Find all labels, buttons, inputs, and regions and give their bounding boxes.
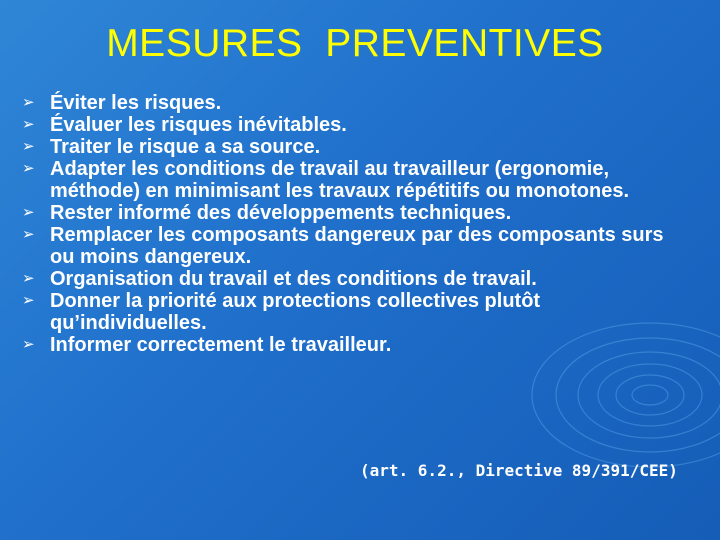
arrow-bullet-icon: ➢	[22, 94, 35, 111]
list-item	[22, 158, 690, 202]
list-item-text: Informer correctement le travailleur.	[50, 334, 392, 356]
arrow-bullet-icon: ➢	[22, 116, 35, 133]
list-item-text: Donner la priorité aux protections collectives plutôt qu’individuelles.	[50, 290, 541, 334]
arrow-bullet-icon: ➢	[22, 204, 35, 221]
list-item	[22, 268, 690, 290]
list-item	[22, 92, 690, 114]
legal-reference: (art. 6.2., Directive 89/391/CEE)	[360, 461, 678, 480]
list-item	[22, 334, 690, 356]
list-item	[22, 202, 690, 224]
arrow-bullet-icon: ➢	[22, 270, 35, 287]
arrow-bullet-icon: ➢	[22, 160, 35, 177]
list-item	[22, 224, 690, 268]
list-item	[22, 136, 690, 158]
list-item-text: Rester informé des développements techniques.	[50, 202, 512, 224]
list-item	[22, 114, 690, 136]
list-item-text: Adapter les conditions de travail au travailleur (ergonomie, méthode) en minimisant les travaux répétitifs ou monotones.	[50, 158, 629, 202]
list-item-text: Remplacer les composants dangereux par des composants surs ou moins dangereux.	[50, 224, 664, 268]
list-item	[22, 290, 690, 334]
list-item-text: Évaluer les risques inévitables.	[50, 114, 347, 136]
list-item-text: Traiter le risque a sa source.	[50, 136, 321, 158]
arrow-bullet-icon: ➢	[22, 138, 35, 155]
page-title: MESURES PREVENTIVES	[106, 22, 604, 65]
arrow-bullet-icon: ➢	[22, 336, 35, 353]
arrow-bullet-icon: ➢	[22, 292, 35, 309]
list-item-text: Organisation du travail et des conditions de travail.	[50, 268, 537, 290]
bullet-list	[22, 92, 690, 356]
arrow-bullet-icon: ➢	[22, 226, 35, 243]
list-item-text: Éviter les risques.	[50, 92, 222, 114]
